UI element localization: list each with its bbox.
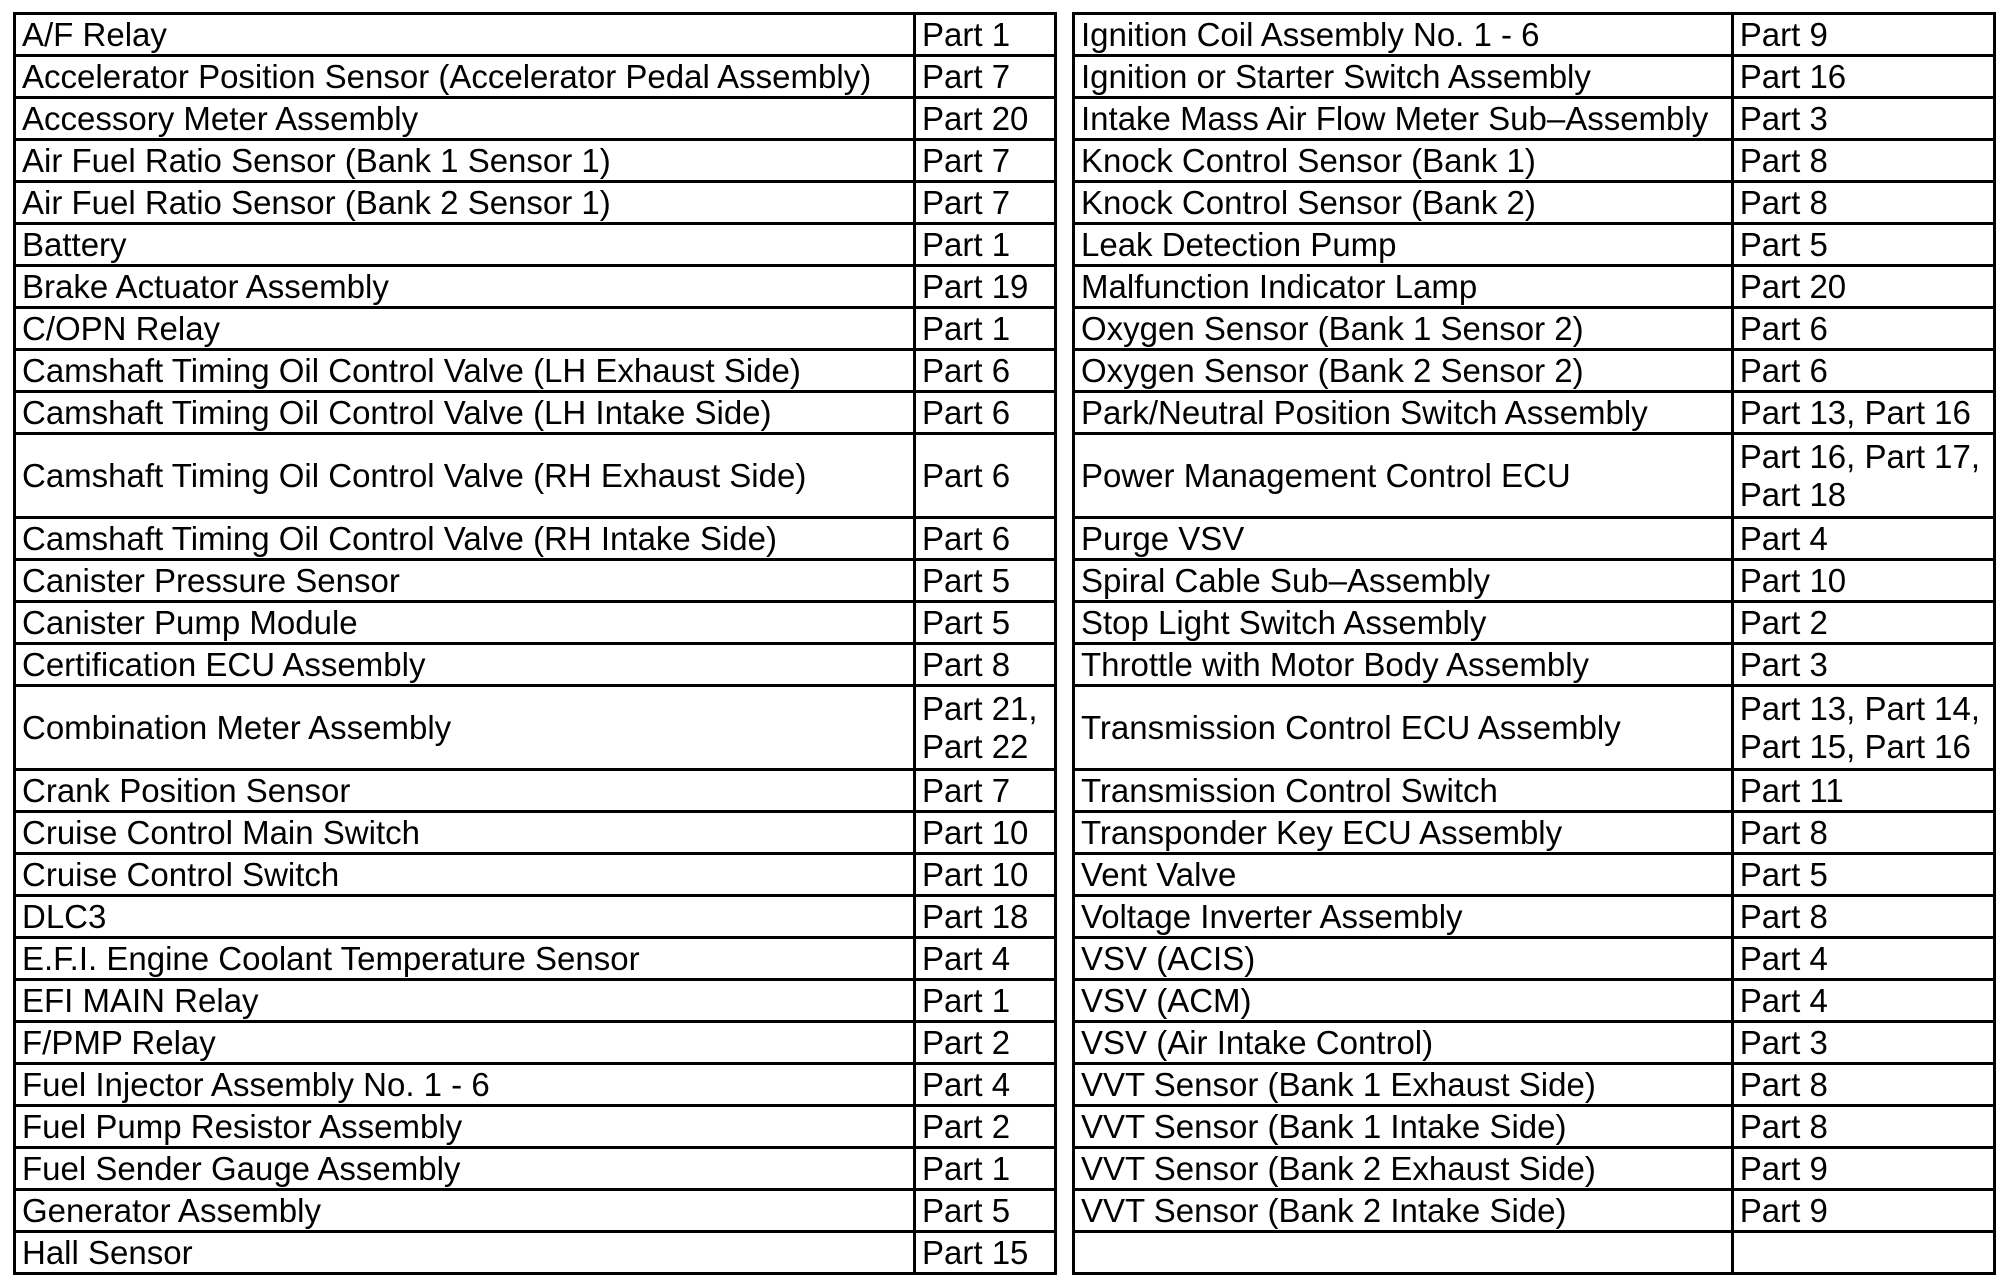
table-row: [15, 854, 1056, 896]
component-name-cell: Malfunction Indicator Lamp: [1074, 266, 1733, 308]
part-reference-cell: Part 5: [915, 602, 1056, 644]
part-reference-cell: Part 1: [915, 224, 1056, 266]
table-row: [15, 812, 1056, 854]
component-name-cell: Fuel Injector Assembly No. 1 - 6: [15, 1064, 915, 1106]
table-row: [15, 602, 1056, 644]
part-reference-cell: Part 6: [1732, 308, 1994, 350]
table-row: [15, 266, 1056, 308]
part-reference-cell: Part 6: [915, 434, 1056, 518]
part-reference-cell: Part 13, Part 16: [1732, 392, 1994, 434]
part-reference-cell: Part 21, Part 22: [915, 686, 1056, 770]
part-reference-cell: Part 11: [1732, 770, 1994, 812]
table-row: [15, 560, 1056, 602]
table-row: [1074, 14, 1995, 56]
part-reference-cell: Part 4: [1732, 980, 1994, 1022]
component-name-cell: VVT Sensor (Bank 2 Intake Side): [1074, 1190, 1733, 1232]
part-reference-cell: Part 4: [1732, 518, 1994, 560]
component-name-cell: Ignition or Starter Switch Assembly: [1074, 56, 1733, 98]
table-row: [1074, 896, 1995, 938]
component-name-cell: Power Management Control ECU: [1074, 434, 1733, 518]
table-row: [15, 434, 1056, 518]
table-row: [15, 182, 1056, 224]
table-row: [15, 896, 1056, 938]
part-reference-cell: Part 13, Part 14, Part 15, Part 16: [1732, 686, 1994, 770]
part-reference-cell: Part 10: [1732, 560, 1994, 602]
table-row: [15, 1148, 1056, 1190]
table-row: [1074, 938, 1995, 980]
part-reference-cell: Part 4: [1732, 938, 1994, 980]
table-row: [15, 938, 1056, 980]
part-reference-cell: Part 20: [1732, 266, 1994, 308]
part-reference-cell: [1732, 1232, 1994, 1274]
part-reference-cell: Part 2: [915, 1022, 1056, 1064]
part-reference-cell: Part 5: [1732, 854, 1994, 896]
table-row: [1074, 1148, 1995, 1190]
table-row: [1074, 434, 1995, 518]
right-index-table: [1072, 12, 1996, 1275]
part-reference-cell: Part 9: [1732, 14, 1994, 56]
table-row: [1074, 644, 1995, 686]
table-row: [15, 308, 1056, 350]
part-reference-cell: Part 1: [915, 1148, 1056, 1190]
part-reference-cell: Part 9: [1732, 1190, 1994, 1232]
component-name-cell: Stop Light Switch Assembly: [1074, 602, 1733, 644]
part-reference-cell: Part 10: [915, 854, 1056, 896]
part-reference-cell: Part 6: [915, 518, 1056, 560]
component-name-cell: Crank Position Sensor: [15, 770, 915, 812]
component-name-cell: Transmission Control Switch: [1074, 770, 1733, 812]
component-name-cell: Camshaft Timing Oil Control Valve (LH Exhaust Side): [15, 350, 915, 392]
component-name-cell: Canister Pressure Sensor: [15, 560, 915, 602]
component-name-cell: Knock Control Sensor (Bank 1): [1074, 140, 1733, 182]
component-name-cell: VSV (Air Intake Control): [1074, 1022, 1733, 1064]
part-reference-cell: Part 8: [1732, 896, 1994, 938]
table-row: [15, 98, 1056, 140]
part-reference-cell: Part 3: [1732, 1022, 1994, 1064]
component-name-cell: Canister Pump Module: [15, 602, 915, 644]
table-row: [15, 140, 1056, 182]
table-row: [1074, 1106, 1995, 1148]
part-reference-cell: Part 15: [915, 1232, 1056, 1274]
part-reference-cell: Part 4: [915, 938, 1056, 980]
component-name-cell: Purge VSV: [1074, 518, 1733, 560]
component-name-cell: VVT Sensor (Bank 1 Exhaust Side): [1074, 1064, 1733, 1106]
part-reference-cell: Part 1: [915, 14, 1056, 56]
table-row: [1074, 980, 1995, 1022]
table-row: [1074, 350, 1995, 392]
part-reference-cell: Part 4: [915, 1064, 1056, 1106]
part-reference-cell: Part 18: [915, 896, 1056, 938]
component-name-cell: Knock Control Sensor (Bank 2): [1074, 182, 1733, 224]
table-row: [1074, 140, 1995, 182]
component-name-cell: Camshaft Timing Oil Control Valve (RH Exhaust Side): [15, 434, 915, 518]
part-reference-cell: Part 8: [915, 644, 1056, 686]
table-row: [15, 14, 1056, 56]
component-name-cell: Spiral Cable Sub–Assembly: [1074, 560, 1733, 602]
table-row: [1074, 1022, 1995, 1064]
table-row: [1074, 1190, 1995, 1232]
component-name-cell: Battery: [15, 224, 915, 266]
table-row: [15, 1022, 1056, 1064]
part-reference-cell: Part 5: [915, 560, 1056, 602]
table-row: [1074, 224, 1995, 266]
table-row: [15, 686, 1056, 770]
part-reference-cell: Part 8: [1732, 1106, 1994, 1148]
component-name-cell: Hall Sensor: [15, 1232, 915, 1274]
table-row: [15, 770, 1056, 812]
component-name-cell: Voltage Inverter Assembly: [1074, 896, 1733, 938]
component-name-cell: Transponder Key ECU Assembly: [1074, 812, 1733, 854]
part-reference-cell: Part 16: [1732, 56, 1994, 98]
component-name-cell: Ignition Coil Assembly No. 1 - 6: [1074, 14, 1733, 56]
component-name-cell: Certification ECU Assembly: [15, 644, 915, 686]
table-row: [15, 350, 1056, 392]
component-name-cell: VVT Sensor (Bank 2 Exhaust Side): [1074, 1148, 1733, 1190]
part-reference-cell: Part 9: [1732, 1148, 1994, 1190]
left-index-table: [13, 12, 1057, 1275]
table-row: [15, 1190, 1056, 1232]
part-reference-cell: Part 8: [1732, 1064, 1994, 1106]
part-reference-cell: Part 7: [915, 770, 1056, 812]
part-reference-cell: Part 3: [1732, 98, 1994, 140]
part-reference-cell: Part 8: [1732, 812, 1994, 854]
component-name-cell: A/F Relay: [15, 14, 915, 56]
table-row: [15, 1106, 1056, 1148]
component-name-cell: VSV (ACIS): [1074, 938, 1733, 980]
component-name-cell: Camshaft Timing Oil Control Valve (RH Intake Side): [15, 518, 915, 560]
table-row: [1074, 182, 1995, 224]
component-name-cell: Vent Valve: [1074, 854, 1733, 896]
component-name-cell: Transmission Control ECU Assembly: [1074, 686, 1733, 770]
component-name-cell: VVT Sensor (Bank 1 Intake Side): [1074, 1106, 1733, 1148]
component-name-cell: Accessory Meter Assembly: [15, 98, 915, 140]
part-reference-cell: Part 16, Part 17, Part 18: [1732, 434, 1994, 518]
component-name-cell: Cruise Control Switch: [15, 854, 915, 896]
part-reference-cell: Part 2: [1732, 602, 1994, 644]
table-row: [1074, 1232, 1995, 1274]
part-reference-cell: Part 2: [915, 1106, 1056, 1148]
component-name-cell: [1074, 1232, 1733, 1274]
part-reference-cell: Part 3: [1732, 644, 1994, 686]
part-reference-cell: Part 6: [915, 350, 1056, 392]
component-name-cell: F/PMP Relay: [15, 1022, 915, 1064]
part-reference-cell: Part 1: [915, 308, 1056, 350]
table-row: [15, 392, 1056, 434]
table-row: [15, 980, 1056, 1022]
table-row: [1074, 602, 1995, 644]
component-name-cell: Brake Actuator Assembly: [15, 266, 915, 308]
component-name-cell: EFI MAIN Relay: [15, 980, 915, 1022]
table-row: [1074, 56, 1995, 98]
component-name-cell: E.F.I. Engine Coolant Temperature Sensor: [15, 938, 915, 980]
component-name-cell: Oxygen Sensor (Bank 2 Sensor 2): [1074, 350, 1733, 392]
table-row: [1074, 770, 1995, 812]
table-row: [1074, 1064, 1995, 1106]
component-name-cell: Fuel Sender Gauge Assembly: [15, 1148, 915, 1190]
component-name-cell: Camshaft Timing Oil Control Valve (LH Intake Side): [15, 392, 915, 434]
component-name-cell: VSV (ACM): [1074, 980, 1733, 1022]
table-row: [1074, 686, 1995, 770]
part-reference-cell: Part 7: [915, 182, 1056, 224]
component-name-cell: Leak Detection Pump: [1074, 224, 1733, 266]
component-name-cell: C/OPN Relay: [15, 308, 915, 350]
part-reference-cell: Part 5: [915, 1190, 1056, 1232]
component-name-cell: Cruise Control Main Switch: [15, 812, 915, 854]
table-row: [1074, 392, 1995, 434]
part-reference-cell: Part 8: [1732, 182, 1994, 224]
component-name-cell: Intake Mass Air Flow Meter Sub–Assembly: [1074, 98, 1733, 140]
component-name-cell: Air Fuel Ratio Sensor (Bank 2 Sensor 1): [15, 182, 915, 224]
table-row: [15, 644, 1056, 686]
table-row: [1074, 308, 1995, 350]
table-row: [1074, 266, 1995, 308]
part-reference-cell: Part 6: [1732, 350, 1994, 392]
table-row: [15, 224, 1056, 266]
part-reference-cell: Part 7: [915, 140, 1056, 182]
table-row: [15, 518, 1056, 560]
component-name-cell: Oxygen Sensor (Bank 1 Sensor 2): [1074, 308, 1733, 350]
part-reference-cell: Part 10: [915, 812, 1056, 854]
table-row: [1074, 98, 1995, 140]
part-reference-cell: Part 7: [915, 56, 1056, 98]
component-name-cell: Throttle with Motor Body Assembly: [1074, 644, 1733, 686]
table-row: [15, 1064, 1056, 1106]
part-reference-cell: Part 8: [1732, 140, 1994, 182]
part-reference-cell: Part 1: [915, 980, 1056, 1022]
table-row: [1074, 560, 1995, 602]
part-reference-cell: Part 5: [1732, 224, 1994, 266]
component-name-cell: Accelerator Position Sensor (Accelerator Pedal Assembly): [15, 56, 915, 98]
component-name-cell: DLC3: [15, 896, 915, 938]
table-row: [1074, 854, 1995, 896]
component-name-cell: Park/Neutral Position Switch Assembly: [1074, 392, 1733, 434]
component-name-cell: Combination Meter Assembly: [15, 686, 915, 770]
table-row: [1074, 518, 1995, 560]
component-name-cell: Generator Assembly: [15, 1190, 915, 1232]
component-name-cell: Fuel Pump Resistor Assembly: [15, 1106, 915, 1148]
part-reference-cell: Part 6: [915, 392, 1056, 434]
table-row: [15, 56, 1056, 98]
part-reference-cell: Part 19: [915, 266, 1056, 308]
table-row: [15, 1232, 1056, 1274]
component-name-cell: Air Fuel Ratio Sensor (Bank 1 Sensor 1): [15, 140, 915, 182]
table-row: [1074, 812, 1995, 854]
part-reference-cell: Part 20: [915, 98, 1056, 140]
